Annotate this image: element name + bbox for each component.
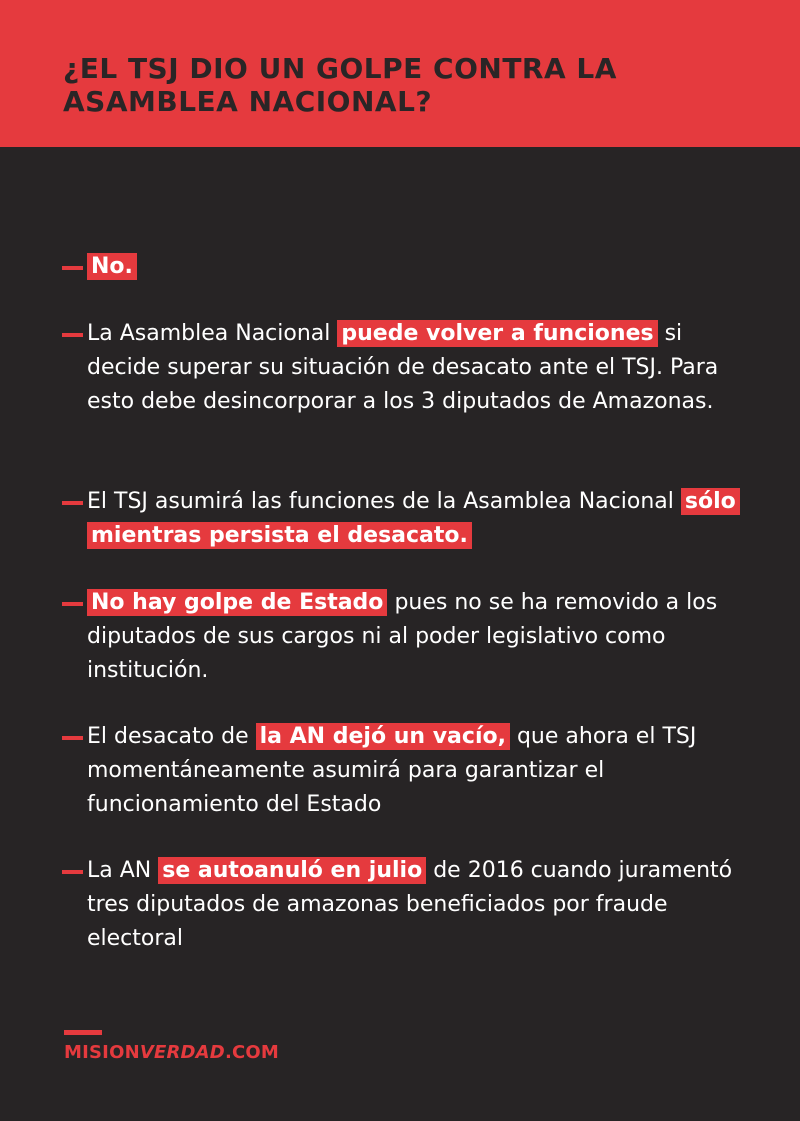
brand-part-2: VERDAD: [139, 1042, 225, 1063]
point-post: pues no se ha removido a los diputados de sus cargos ni al poder legislativo como institución.: [87, 590, 718, 683]
page-title: ¿EL TSJ DIO UN GOLPE CONTRA LA ASAMBLEA NACIONAL?: [63, 52, 617, 118]
bullet-dash-icon: [62, 266, 83, 270]
point-post: que ahora el TSJ momentáneamente asumirá para garantizar el funcionamiento del Estado: [87, 724, 697, 817]
bullet-dash-icon: [62, 602, 83, 606]
point-text: [87, 317, 747, 419]
point-text: [87, 250, 747, 284]
point-text: [87, 854, 747, 956]
point-text: [87, 720, 747, 822]
point-post: si decide superar su situación de desacato ante el TSJ. Para esto debe desincorporar a los 3 diputados de Amazonas.: [87, 321, 719, 414]
point-highlight: se autoanuló en julio: [158, 857, 426, 884]
point-highlight: sólo mientras persista el desacato.: [87, 488, 740, 549]
brand-logo: [64, 1042, 279, 1064]
bullet-dash-icon: [62, 333, 83, 337]
point-pre: El TSJ asumirá las funciones de la Asamblea Nacional: [87, 489, 674, 514]
bullet-dash-icon: [62, 736, 83, 740]
bullet-dash-icon: [62, 501, 83, 505]
point-highlight: puede volver a funciones: [337, 320, 657, 347]
point-post: de 2016 cuando juramentó tres diputados de amazonas beneficiados por fraude electoral: [87, 858, 733, 951]
brand-part-1: MISION: [64, 1042, 140, 1063]
point-pre: La Asamblea Nacional: [87, 321, 331, 346]
point-text: [87, 485, 747, 553]
footer-accent-bar: [64, 1030, 102, 1035]
brand-part-3: .COM: [224, 1042, 280, 1063]
point-highlight: No.: [87, 253, 137, 280]
point-highlight: No hay golpe de Estado: [87, 589, 387, 616]
point-pre: El desacato de: [87, 724, 249, 749]
point-text: [87, 586, 747, 688]
point-highlight: la AN dejó un vacío,: [256, 723, 510, 750]
bullet-dash-icon: [62, 870, 83, 874]
point-pre: La AN: [87, 858, 152, 883]
